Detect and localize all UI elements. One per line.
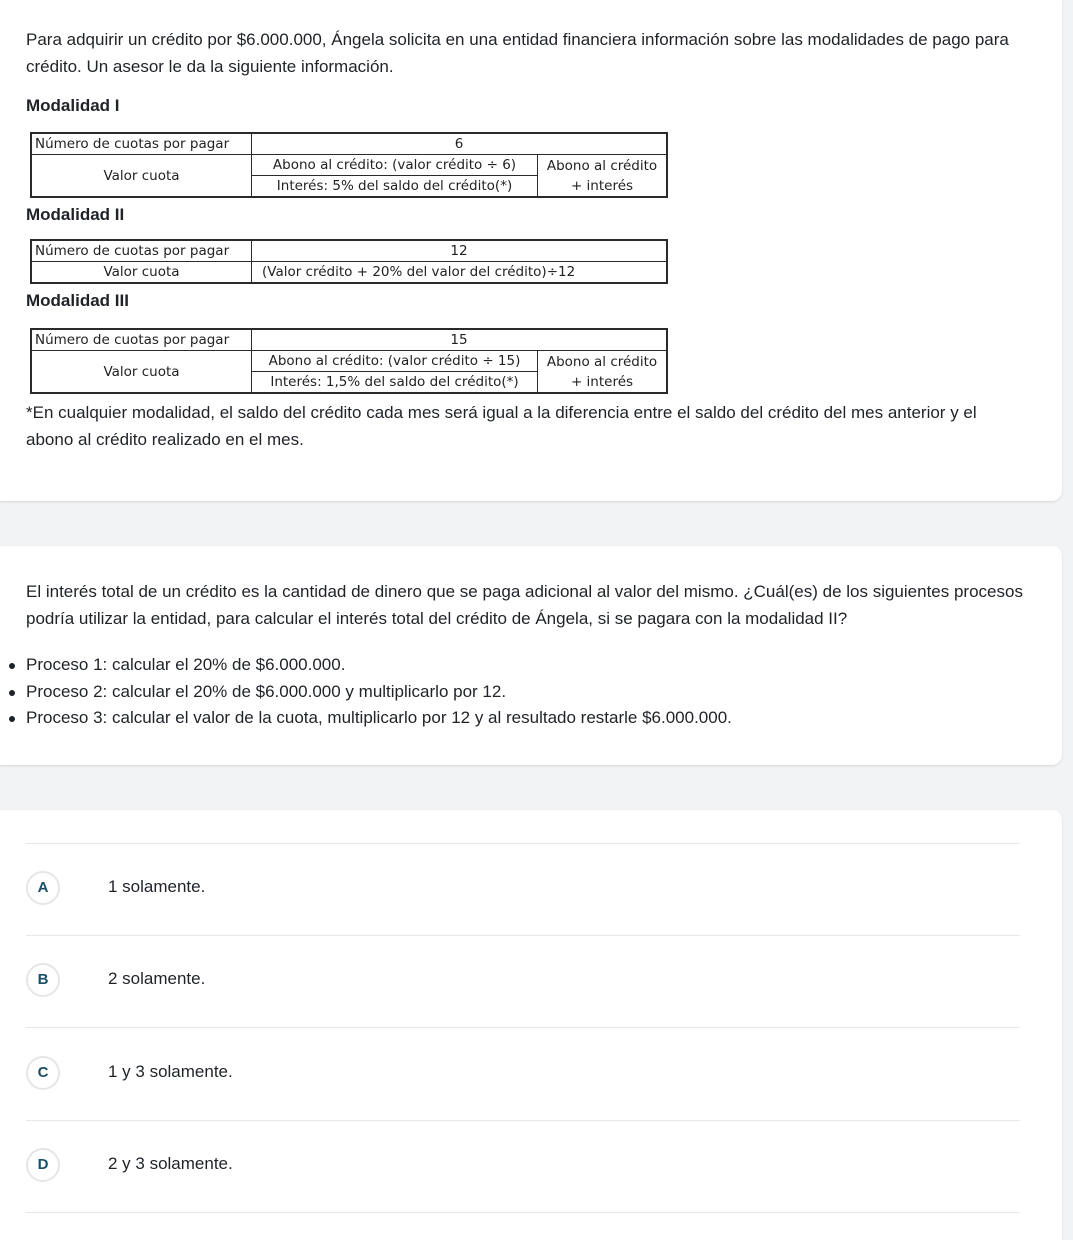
option-divider: [26, 1027, 1020, 1028]
process-item: [0, 652, 732, 679]
modalidad-2-heading: Modalidad II: [26, 205, 125, 224]
option-divider: [26, 1120, 1020, 1121]
option-b[interactable]: [26, 952, 1020, 1012]
option-letter-badge: B: [26, 963, 60, 997]
valor-cuota-label: Valor cuota: [31, 351, 252, 394]
modalidad-1-table: [30, 132, 668, 198]
option-text: 1 solamente.: [108, 877, 206, 896]
process-text: Proceso 1: calcular el 20% de $6.000.000.: [26, 655, 346, 674]
intro-paragraph: Para adquirir un crédito por $6.000.000, Ángela solicita en una entidad financiera información sobre las modalidades de pago para crédito. Un asesor le da la siguiente información.: [26, 30, 1009, 76]
cuota-total: Abono al crédito + interés: [538, 351, 668, 394]
option-divider: [26, 1212, 1020, 1213]
bullet-icon: [9, 716, 15, 722]
cuota-total: Abono al crédito + interés: [538, 155, 668, 198]
option-d[interactable]: [26, 1137, 1020, 1197]
cuotas-label: Número de cuotas por pagar: [31, 133, 252, 155]
valor-cuota-label: Valor cuota: [31, 155, 252, 198]
cuotas-label: Número de cuotas por pagar: [31, 240, 252, 262]
option-a[interactable]: [26, 860, 1020, 920]
process-item: [0, 705, 732, 732]
option-text: 1 y 3 solamente.: [108, 1062, 233, 1081]
bullet-icon: [9, 663, 15, 669]
option-letter-badge: D: [26, 1148, 60, 1182]
option-text: 2 solamente.: [108, 969, 206, 988]
abono-formula: Abono al crédito: (valor crédito ÷ 6): [252, 155, 538, 176]
context-card: [0, 0, 1062, 501]
interes-formula: Interés: 5% del saldo del crédito(*): [252, 176, 538, 198]
process-list: [0, 652, 732, 732]
abono-formula: Abono al crédito: (valor crédito ÷ 15): [252, 351, 538, 372]
modalidad-3-heading: Modalidad III: [26, 291, 129, 310]
option-divider: [26, 935, 1020, 936]
interes-formula: Interés: 1,5% del saldo del crédito(*): [252, 372, 538, 394]
cuotas-value: 12: [252, 240, 668, 262]
option-c[interactable]: [26, 1045, 1020, 1105]
bullet-icon: [9, 690, 15, 696]
cuotas-label: Número de cuotas por pagar: [31, 329, 252, 351]
question-text: El interés total de un crédito es la cantidad de dinero que se paga adicional al valor del mismo. ¿Cuál(es) de los siguientes procesos podría utilizar la entidad, para calcular el interés total del crédito de Ángela, si se pagara con la modalidad II?: [26, 582, 1023, 628]
valor-cuota-label: Valor cuota: [31, 262, 252, 284]
cuotas-value: 6: [252, 133, 668, 155]
footnote: *En cualquier modalidad, el saldo del crédito cada mes será igual a la diferencia entre el saldo del crédito del mes anterior y el abono al crédito realizado en el mes.: [26, 403, 977, 449]
process-item: [0, 679, 732, 706]
process-text: Proceso 2: calcular el 20% de $6.000.000 y multiplicarlo por 12.: [26, 681, 507, 701]
option-letter-badge: A: [26, 871, 60, 905]
process-text: Proceso 3: calcular el valor de la cuota, multiplicarlo por 12 y al resultado restarle $6.000.000.: [26, 708, 732, 727]
modalidad-2-table: [30, 239, 668, 284]
option-text: 2 y 3 solamente.: [108, 1154, 233, 1173]
valor-cuota-formula: (Valor crédito + 20% del valor del crédito)÷12: [252, 262, 668, 284]
cuotas-value: 15: [252, 329, 668, 351]
option-letter-badge: C: [26, 1056, 60, 1090]
modalidad-3-table: [30, 328, 668, 394]
modalidad-1-heading: Modalidad I: [26, 96, 120, 115]
option-divider: [26, 843, 1020, 844]
